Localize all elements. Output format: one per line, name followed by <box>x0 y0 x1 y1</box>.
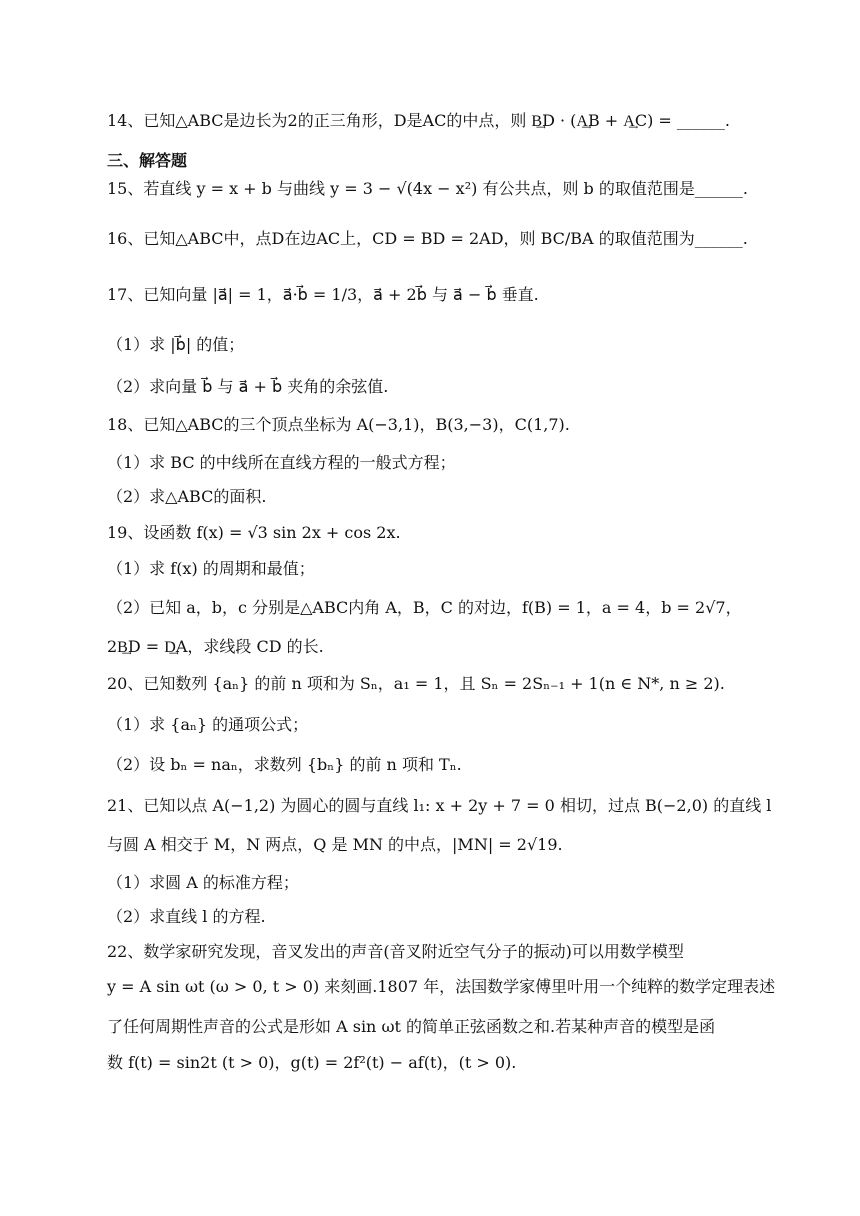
question-21-part-1: （1）求圆 A 的标准方程； <box>107 873 299 892</box>
question-22-line-3: 了任何周期性声音的公式是形如 A sin ωt 的简单正弦函数之和.若某种声音的模型是函 <box>107 1017 716 1036</box>
question-15: 15、若直线 y = x + b 与曲线 y = 3 − √(4x − x²) 有公共点，则 b 的取值范围是______. <box>107 179 748 198</box>
question-17: 17、已知向量 |a⃗| = 1，a⃗·b⃗ = 1/3，a⃗ + 2b⃗ 与 a⃗ − b⃗ 垂直. <box>107 285 539 304</box>
question-20-part-1: （1）求 {aₙ} 的通项公式； <box>107 715 309 734</box>
question-17-part-1: （1）求 |b⃗| 的值； <box>107 335 245 354</box>
question-18-part-1: （1）求 BC 的中线所在直线方程的一般式方程； <box>107 453 456 472</box>
question-20-part-2: （2）设 bₙ = naₙ，求数列 {bₙ} 的前 n 项和 Tₙ. <box>107 755 462 774</box>
question-16: 16、已知△ABC中，点D在边AC上，CD = BD = 2AD，则 BC/BA 的取值范围为______. <box>107 229 748 248</box>
question-17-part-2: （2）求向量 b⃗ 与 a⃗ + b⃗ 夹角的余弦值. <box>107 377 389 396</box>
question-19: 19、设函数 f(x) = √3 sin 2x + cos 2x. <box>107 523 401 542</box>
question-21: 21、已知以点 A(−1,2) 为圆心的圆与直线 l₁: x + 2y + 7 = 0 相切，过点 B(−2,0) 的直线 l <box>107 796 772 815</box>
question-19-part-2-cont: 2B͢D = D͢A，求线段 CD 的长. <box>107 637 324 656</box>
question-22-line-2: y = A sin ωt (ω > 0, t > 0) 来刻画.1807 年，法国数学家傅里叶用一个纯粹的数学定理表述 <box>107 977 776 996</box>
question-22: 22、数学家研究发现，音叉发出的声音(音叉附近空气分子的振动)可以用数学模型 <box>107 942 684 961</box>
question-19-part-2: （2）已知 a，b，c 分别是△ABC内角 A，B，C 的对边，f(B) = 1，a = 4，b = 2√7， <box>107 598 742 617</box>
question-14: 14、已知△ABC是边长为2的正三角形，D是AC的中点，则 B͢D · (A͢B + A͢C) = ______. <box>107 111 731 130</box>
question-21-cont: 与圆 A 相交于 M，N 两点，Q 是 MN 的中点，|MN| = 2√19. <box>107 835 563 854</box>
question-18-part-2: （2）求△ABC的面积. <box>107 487 267 506</box>
question-19-part-1: （1）求 f(x) 的周期和最值； <box>107 559 315 578</box>
question-18: 18、已知△ABC的三个顶点坐标为 A(−3,1)，B(3,−3)，C(1,7). <box>107 415 570 434</box>
question-20: 20、已知数列 {aₙ} 的前 n 项和为 Sₙ，a₁ = 1，且 Sₙ = 2Sₙ₋₁ + 1(n ∈ N*, n ≥ 2). <box>107 674 725 693</box>
question-21-part-2: （2）求直线 l 的方程. <box>107 907 266 926</box>
question-22-line-4: 数 f(t) = sin2t (t > 0)，g(t) = 2f²(t) − af(t)，(t > 0). <box>107 1053 517 1072</box>
section-heading: 三、解答题 <box>107 151 188 170</box>
